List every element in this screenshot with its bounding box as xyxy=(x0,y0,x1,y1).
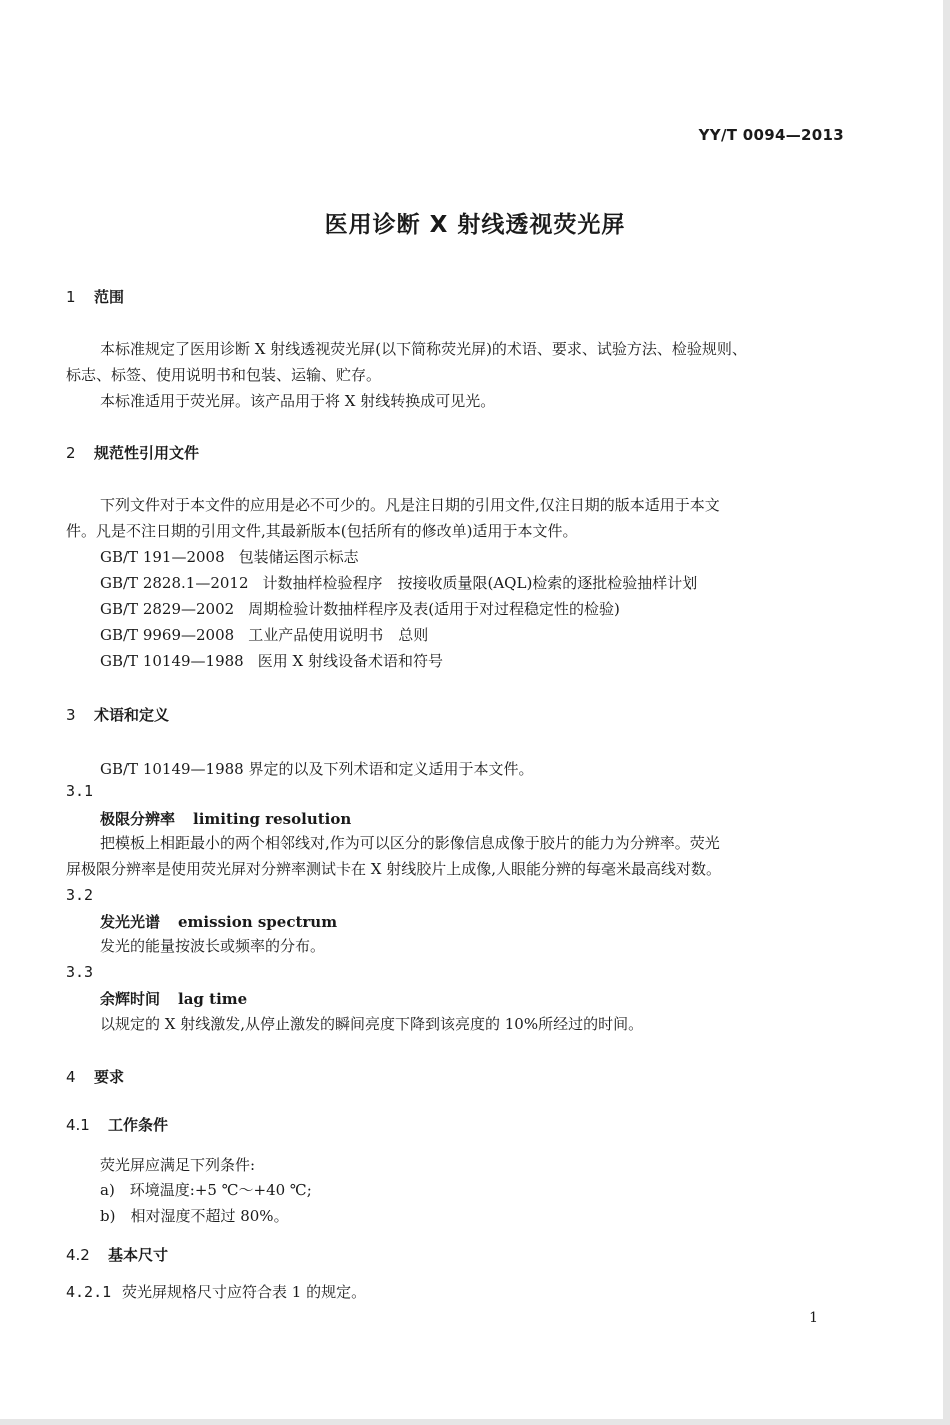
section-title: 范围 xyxy=(94,288,125,306)
reference-code: GB/T 2828.1—2012 xyxy=(100,574,249,592)
paragraph: 下列文件对于本文件的应用是必不可少的。凡是注日期的引用文件,仅注日期的版本适用于本文 xyxy=(100,496,720,514)
definition: 发光的能量按波长或频率的分布。 xyxy=(100,937,326,955)
paragraph: 本标准适用于荧光屏。该产品用于将 X 射线转换成可见光。 xyxy=(100,392,496,410)
reference-code: GB/T 2829—2002 xyxy=(100,600,235,618)
clause-number: 3.2 xyxy=(66,886,94,904)
section-title: 规范性引用文件 xyxy=(94,444,200,462)
reference-item xyxy=(100,598,620,619)
section-title: 术语和定义 xyxy=(94,706,170,724)
definition: 以规定的 X 射线激发,从停止激发的瞬间亮度下降到该亮度的 10%所经过的时间。 xyxy=(100,1015,644,1033)
section-2-heading xyxy=(66,442,199,463)
clause-4-2-1 xyxy=(66,1279,366,1305)
list-item: a) 环境温度:+5 ℃～+40 ℃; xyxy=(100,1181,312,1199)
reference-item xyxy=(100,650,443,671)
section-4-heading xyxy=(66,1066,124,1087)
term-zh: 余辉时间 xyxy=(100,990,161,1008)
page-title: 医用诊断 X 射线透视荧光屏 xyxy=(324,212,626,238)
paragraph: 件。凡是不注日期的引用文件,其最新版本(包括所有的修改单)适用于本文件。 xyxy=(66,522,578,540)
reference-title: 包装储运图示标志 xyxy=(238,548,359,566)
scan-edge-bottom xyxy=(0,1419,950,1425)
reference-item xyxy=(100,572,697,593)
term-zh: 发光光谱 xyxy=(100,913,161,931)
term-en: emission spectrum xyxy=(178,913,338,931)
standard-code: YY/T 0094—2013 xyxy=(698,126,844,144)
term-entry xyxy=(100,808,351,829)
subsection-4-2-heading xyxy=(66,1244,168,1265)
paragraph: GB/T 10149—1988 界定的以及下列术语和定义适用于本文件。 xyxy=(100,760,534,778)
subsection-4-1-heading xyxy=(66,1114,168,1135)
clause-number: 3.1 xyxy=(66,782,94,800)
reference-item xyxy=(100,624,428,645)
section-number: 4 xyxy=(66,1068,76,1086)
reference-item xyxy=(100,546,359,567)
section-number: 4.1 xyxy=(66,1116,90,1134)
page-number: 1 xyxy=(809,1310,818,1326)
reference-code: GB/T 9969—2008 xyxy=(100,626,235,644)
section-number: 4.2 xyxy=(66,1246,90,1264)
paragraph: 标志、标签、使用说明书和包装、运输、贮存。 xyxy=(66,366,382,384)
term-zh: 极限分辨率 xyxy=(100,810,176,828)
reference-title: 周期检验计数抽样程序及表(适用于对过程稳定性的检验) xyxy=(248,600,620,618)
clause-text: 荧光屏规格尺寸应符合表 1 的规定。 xyxy=(122,1283,367,1301)
term-entry xyxy=(100,911,337,932)
section-title: 基本尺寸 xyxy=(108,1246,169,1264)
section-1-heading xyxy=(66,286,124,307)
scan-edge-right xyxy=(943,0,950,1425)
paragraph: 本标准规定了医用诊断 X 射线透视荧光屏(以下简称荧光屏)的术语、要求、试验方法、检验规则、 xyxy=(100,340,747,358)
reference-title: 医用 X 射线设备术语和符号 xyxy=(257,652,443,670)
definition: 把模板上相距最小的两个相邻线对,作为可以区分的影像信息成像于胶片的能力为分辨率。荧光 xyxy=(100,834,720,852)
section-number: 4.2.1 xyxy=(66,1283,112,1301)
reference-code: GB/T 10149—1988 xyxy=(100,652,244,670)
section-number: 1 xyxy=(66,288,76,306)
list-item: b) 相对湿度不超过 80%。 xyxy=(100,1207,289,1225)
term-en: lag time xyxy=(178,990,248,1008)
section-number: 2 xyxy=(66,444,76,462)
section-number: 3 xyxy=(66,706,76,724)
clause-number: 3.3 xyxy=(66,963,94,981)
section-title: 要求 xyxy=(94,1068,125,1086)
term-entry xyxy=(100,988,247,1009)
definition: 屏极限分辨率是使用荧光屏对分辨率测试卡在 X 射线胶片上成像,人眼能分辨的每毫米最高线对数。 xyxy=(66,860,721,878)
term-en: limiting resolution xyxy=(193,810,352,828)
reference-code: GB/T 191—2008 xyxy=(100,548,225,566)
section-3-heading xyxy=(66,704,169,725)
paragraph: 荧光屏应满足下列条件: xyxy=(100,1156,256,1174)
reference-title: 工业产品使用说明书 总则 xyxy=(248,626,429,644)
reference-title: 计数抽样检验程序 按接收质量限(AQL)检索的逐批检验抽样计划 xyxy=(262,574,698,592)
section-title: 工作条件 xyxy=(108,1116,169,1134)
